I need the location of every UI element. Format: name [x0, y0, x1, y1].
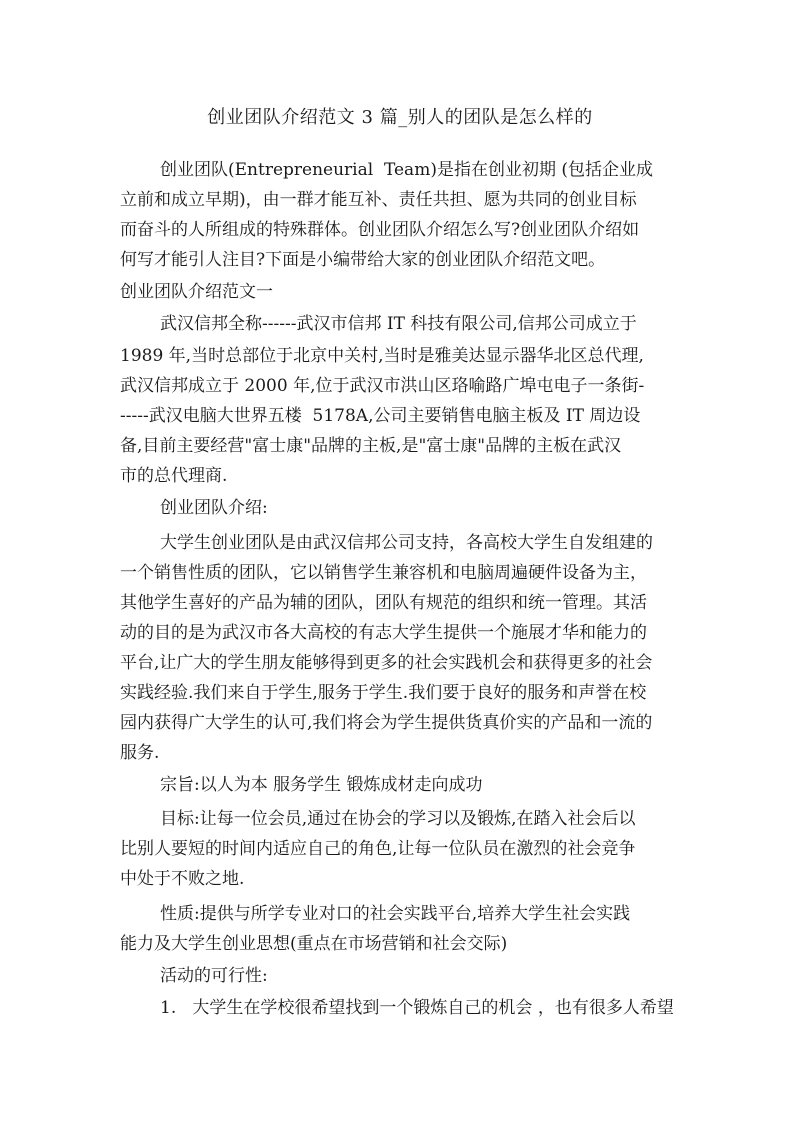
paragraph-line: 其他学生喜好的产品为辅的团队，团队有规范的组织和统一管理。其活	[120, 593, 647, 613]
section-heading: 创业团队介绍:	[160, 498, 268, 518]
paragraph-line: 能力及大学生创业思想(重点在市场营销和社会交际)	[120, 934, 508, 954]
paragraph-line: 服务.	[120, 743, 160, 763]
paragraph-line: 市的总代理商.	[120, 466, 228, 486]
paragraph-line: 平台,让广大的学生朋友能够得到更多的社会实践机会和获得更多的社会	[120, 653, 653, 673]
paragraph-line: 大学生创业团队是由武汉信邦公司支持，各高校大学生自发组建的	[160, 533, 653, 553]
paragraph-line: 武汉信邦成立于 2000 年,位于武汉市洪山区珞喻路广埠屯电子一条街-	[120, 376, 645, 396]
paragraph-line: 园内获得广大学生的认可,我们将会为学生提供货真价实的产品和一流的	[120, 713, 653, 733]
paragraph-line: 立前和成立早期)，由一群才能互补、责任共担、愿为共同的创业目标	[120, 190, 637, 210]
document-title: 创业团队介绍范文 3 篇_别人的团队是怎么样的	[207, 107, 593, 128]
paragraph-line: 何写才能引人注目?下面是小编带给大家的创业团队介绍范文吧。	[120, 250, 606, 270]
purpose-line: 宗旨:以人为本 服务学生 锻炼成材走向成功	[160, 775, 483, 795]
paragraph-line: 中处于不败之地.	[120, 869, 245, 889]
paragraph-line: 目标:让每一位会员,通过在协会的学习以及锻炼,在踏入社会后以	[160, 809, 636, 829]
section-heading: 创业团队介绍范文一	[120, 282, 273, 302]
paragraph-line: 一个销售性质的团队，它以销售学生兼容机和电脑周遍硬件设备为主，	[120, 563, 647, 583]
paragraph-line: 动的目的是为武汉市各大高校的有志大学生提供一个施展才华和能力的	[120, 623, 647, 643]
paragraph-line: 1989 年,当时总部位于北京中关村,当时是雅美达显示器华北区总代理,	[120, 346, 644, 366]
paragraph-line: -----武汉电脑大世界五楼 5178A,公司主要销售电脑主板及 IT 周边设	[120, 406, 641, 426]
list-item: 1. 大学生在学校很希望找到一个锻炼自己的机会 ，也有很多人希望	[160, 998, 674, 1018]
paragraph-line: 而奋斗的人所组成的特殊群体。创业团队介绍怎么写?创业团队介绍如	[120, 220, 640, 240]
paragraph-line: 武汉信邦全称------武汉市信邦 IT 科技有限公司,信邦公司成立于	[160, 314, 637, 334]
paragraph-line: 创业团队(Entrepreneurial Team)是指在创业初期 (包括企业成	[160, 160, 653, 180]
paragraph-line: 比别人要短的时间内适应自己的角色,让每一位队员在激烈的社会竞争	[120, 839, 636, 859]
section-heading: 活动的可行性:	[160, 966, 268, 986]
paragraph-line: 实践经验.我们来自于学生,服务于学生.我们要于良好的服务和声誉在校	[120, 683, 647, 703]
paragraph-line: 备,目前主要经营"富士康"品牌的主板,是"富士康"品牌的主板在武汉	[120, 436, 622, 456]
paragraph-line: 性质:提供与所学专业对口的社会实践平台,培养大学生社会实践	[160, 904, 631, 924]
